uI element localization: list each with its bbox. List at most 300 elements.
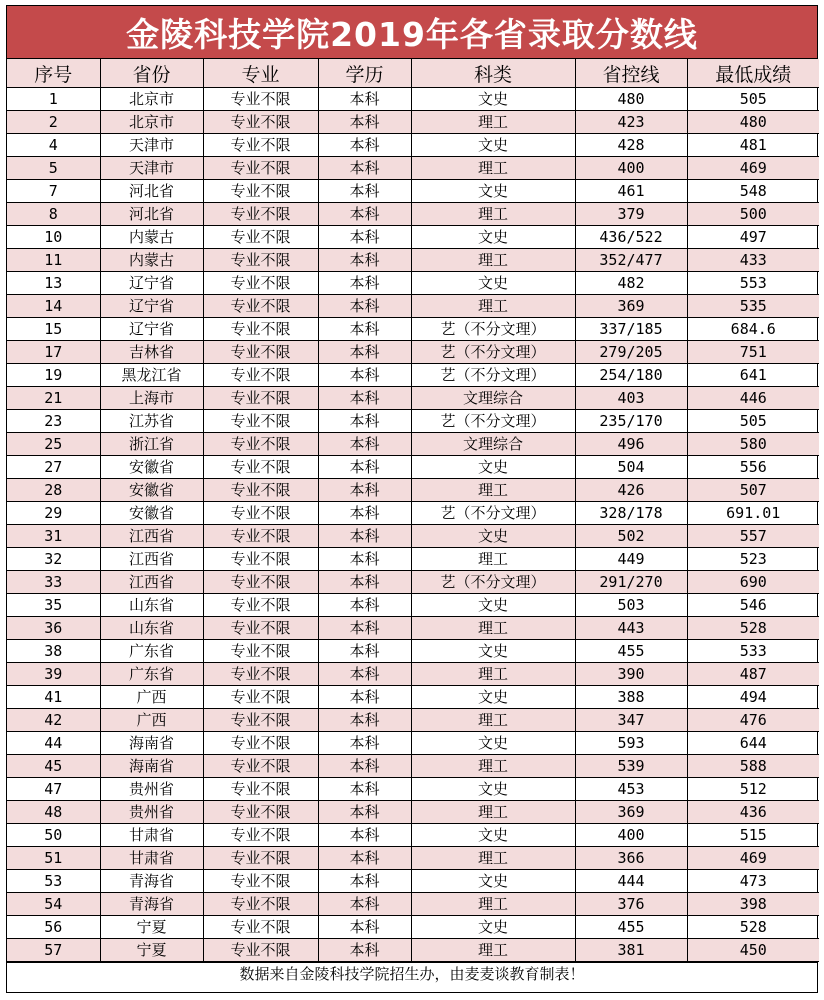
cell-index: 33 [7,571,100,594]
cell-major: 专业不限 [203,295,318,318]
cell-category: 理工 [411,847,575,870]
cell-category: 理工 [411,939,575,962]
table-row [7,203,819,226]
table-row [7,916,819,939]
cell-degree: 本科 [318,571,411,594]
cell-category: 文史 [411,525,575,548]
table-row [7,249,819,272]
cell-control-line: 352/477 [575,249,687,272]
table-row [7,939,819,962]
table-row [7,663,819,686]
cell-degree: 本科 [318,778,411,801]
table-row [7,433,819,456]
cell-category: 文史 [411,916,575,939]
cell-category: 文史 [411,88,575,111]
cell-province: 海南省 [100,755,203,778]
cell-category: 理工 [411,249,575,272]
cell-min-score: 641 [687,364,819,387]
cell-control-line: 503 [575,594,687,617]
cell-province: 甘肃省 [100,847,203,870]
score-table-sheet [6,5,818,993]
cell-province: 贵州省 [100,801,203,824]
table-row [7,180,819,203]
cell-min-score: 580 [687,433,819,456]
cell-major: 专业不限 [203,594,318,617]
cell-degree: 本科 [318,847,411,870]
cell-index: 51 [7,847,100,870]
cell-control-line: 461 [575,180,687,203]
cell-major: 专业不限 [203,916,318,939]
cell-category: 理工 [411,709,575,732]
cell-control-line: 502 [575,525,687,548]
table-row [7,456,819,479]
cell-control-line: 539 [575,755,687,778]
cell-category: 理工 [411,203,575,226]
table-row [7,134,819,157]
cell-index: 35 [7,594,100,617]
table-row [7,111,819,134]
cell-category: 文史 [411,870,575,893]
cell-min-score: 436 [687,801,819,824]
cell-index: 4 [7,134,100,157]
cell-index: 31 [7,525,100,548]
header-cell-province: 省份 [100,59,203,88]
cell-major: 专业不限 [203,226,318,249]
cell-index: 38 [7,640,100,663]
cell-category: 理工 [411,111,575,134]
cell-category: 文史 [411,594,575,617]
table-row [7,479,819,502]
cell-major: 专业不限 [203,870,318,893]
table-row [7,525,819,548]
cell-degree: 本科 [318,433,411,456]
cell-index: 32 [7,548,100,571]
table-row [7,778,819,801]
cell-major: 专业不限 [203,134,318,157]
cell-index: 57 [7,939,100,962]
cell-category: 文史 [411,134,575,157]
cell-min-score: 548 [687,180,819,203]
cell-province: 内蒙古 [100,226,203,249]
cell-degree: 本科 [318,732,411,755]
cell-major: 专业不限 [203,755,318,778]
cell-index: 45 [7,755,100,778]
cell-min-score: 533 [687,640,819,663]
cell-degree: 本科 [318,755,411,778]
cell-index: 41 [7,686,100,709]
cell-province: 广西 [100,686,203,709]
cell-index: 15 [7,318,100,341]
table-row [7,387,819,410]
cell-index: 11 [7,249,100,272]
cell-major: 专业不限 [203,249,318,272]
cell-province: 山东省 [100,617,203,640]
cell-index: 13 [7,272,100,295]
cell-index: 7 [7,180,100,203]
cell-min-score: 528 [687,617,819,640]
cell-province: 河北省 [100,203,203,226]
cell-index: 23 [7,410,100,433]
cell-control-line: 381 [575,939,687,962]
header-row [7,59,819,88]
cell-index: 10 [7,226,100,249]
cell-degree: 本科 [318,249,411,272]
table-row [7,594,819,617]
cell-province: 海南省 [100,732,203,755]
cell-control-line: 347 [575,709,687,732]
cell-index: 5 [7,157,100,180]
cell-degree: 本科 [318,617,411,640]
cell-province: 吉林省 [100,341,203,364]
cell-major: 专业不限 [203,893,318,916]
cell-degree: 本科 [318,111,411,134]
cell-province: 山东省 [100,594,203,617]
cell-min-score: 535 [687,295,819,318]
cell-degree: 本科 [318,410,411,433]
cell-province: 河北省 [100,180,203,203]
cell-province: 辽宁省 [100,318,203,341]
table-body [7,88,819,962]
table-row [7,709,819,732]
cell-category: 文理综合 [411,387,575,410]
cell-category: 理工 [411,157,575,180]
cell-min-score: 751 [687,341,819,364]
cell-major: 专业不限 [203,571,318,594]
cell-province: 甘肃省 [100,824,203,847]
cell-index: 42 [7,709,100,732]
score-table [7,59,819,962]
cell-index: 17 [7,341,100,364]
cell-control-line: 291/270 [575,571,687,594]
cell-province: 宁夏 [100,939,203,962]
cell-category: 理工 [411,479,575,502]
cell-degree: 本科 [318,341,411,364]
cell-degree: 本科 [318,157,411,180]
cell-major: 专业不限 [203,824,318,847]
cell-control-line: 390 [575,663,687,686]
cell-min-score: 588 [687,755,819,778]
cell-province: 辽宁省 [100,295,203,318]
cell-category: 文史 [411,824,575,847]
cell-min-score: 528 [687,916,819,939]
cell-province: 贵州省 [100,778,203,801]
cell-min-score: 469 [687,847,819,870]
cell-control-line: 496 [575,433,687,456]
cell-degree: 本科 [318,295,411,318]
table-row [7,732,819,755]
cell-min-score: 684.6 [687,318,819,341]
header-cell-control-line: 省控线 [575,59,687,88]
cell-province: 天津市 [100,157,203,180]
cell-index: 25 [7,433,100,456]
cell-category: 理工 [411,663,575,686]
table-row [7,341,819,364]
table-row [7,640,819,663]
cell-index: 48 [7,801,100,824]
cell-major: 专业不限 [203,939,318,962]
cell-control-line: 337/185 [575,318,687,341]
cell-control-line: 235/170 [575,410,687,433]
cell-min-score: 476 [687,709,819,732]
cell-degree: 本科 [318,272,411,295]
cell-control-line: 388 [575,686,687,709]
cell-degree: 本科 [318,134,411,157]
cell-major: 专业不限 [203,709,318,732]
table-row [7,88,819,111]
cell-control-line: 328/178 [575,502,687,525]
cell-province: 北京市 [100,111,203,134]
cell-degree: 本科 [318,548,411,571]
cell-category: 理工 [411,548,575,571]
cell-min-score: 523 [687,548,819,571]
cell-control-line: 428 [575,134,687,157]
cell-control-line: 366 [575,847,687,870]
cell-min-score: 446 [687,387,819,410]
cell-province: 安徽省 [100,456,203,479]
table-row [7,686,819,709]
cell-degree: 本科 [318,640,411,663]
cell-category: 理工 [411,295,575,318]
table-row [7,571,819,594]
table-row [7,548,819,571]
footer-note: 数据来自金陵科技学院招生办，由麦麦谈教育制表！ [7,962,817,984]
table-row [7,847,819,870]
cell-category: 理工 [411,617,575,640]
cell-major: 专业不限 [203,180,318,203]
cell-degree: 本科 [318,226,411,249]
cell-degree: 本科 [318,824,411,847]
cell-control-line: 400 [575,824,687,847]
cell-min-score: 500 [687,203,819,226]
cell-category: 文史 [411,272,575,295]
cell-province: 江西省 [100,548,203,571]
cell-degree: 本科 [318,663,411,686]
cell-category: 艺（不分文理） [411,341,575,364]
cell-control-line: 449 [575,548,687,571]
table-header [7,59,819,88]
table-row [7,801,819,824]
cell-control-line: 444 [575,870,687,893]
cell-index: 28 [7,479,100,502]
cell-min-score: 473 [687,870,819,893]
cell-control-line: 426 [575,479,687,502]
cell-major: 专业不限 [203,433,318,456]
cell-index: 54 [7,893,100,916]
cell-degree: 本科 [318,88,411,111]
cell-major: 专业不限 [203,732,318,755]
cell-index: 19 [7,364,100,387]
cell-major: 专业不限 [203,111,318,134]
header-cell-category: 科类 [411,59,575,88]
cell-major: 专业不限 [203,203,318,226]
cell-min-score: 469 [687,157,819,180]
cell-major: 专业不限 [203,801,318,824]
cell-min-score: 505 [687,410,819,433]
cell-control-line: 279/205 [575,341,687,364]
cell-index: 29 [7,502,100,525]
cell-degree: 本科 [318,686,411,709]
cell-min-score: 690 [687,571,819,594]
cell-control-line: 504 [575,456,687,479]
table-row [7,410,819,433]
cell-degree: 本科 [318,502,411,525]
cell-min-score: 494 [687,686,819,709]
table-row [7,157,819,180]
cell-category: 文理综合 [411,433,575,456]
header-cell-index: 序号 [7,59,100,88]
cell-control-line: 443 [575,617,687,640]
cell-control-line: 436/522 [575,226,687,249]
cell-major: 专业不限 [203,548,318,571]
cell-category: 文史 [411,456,575,479]
cell-min-score: 546 [687,594,819,617]
cell-min-score: 480 [687,111,819,134]
cell-province: 江西省 [100,571,203,594]
cell-province: 安徽省 [100,479,203,502]
cell-category: 文史 [411,226,575,249]
cell-major: 专业不限 [203,663,318,686]
cell-min-score: 398 [687,893,819,916]
cell-major: 专业不限 [203,410,318,433]
table-row [7,226,819,249]
cell-category: 理工 [411,801,575,824]
cell-control-line: 403 [575,387,687,410]
cell-province: 安徽省 [100,502,203,525]
cell-category: 文史 [411,778,575,801]
cell-min-score: 487 [687,663,819,686]
cell-category: 艺（不分文理） [411,318,575,341]
cell-control-line: 369 [575,801,687,824]
cell-index: 44 [7,732,100,755]
cell-major: 专业不限 [203,640,318,663]
cell-index: 27 [7,456,100,479]
cell-min-score: 450 [687,939,819,962]
cell-index: 47 [7,778,100,801]
cell-degree: 本科 [318,870,411,893]
header-cell-major: 专业 [203,59,318,88]
cell-degree: 本科 [318,525,411,548]
cell-degree: 本科 [318,939,411,962]
table-row [7,755,819,778]
cell-control-line: 400 [575,157,687,180]
cell-index: 1 [7,88,100,111]
cell-province: 天津市 [100,134,203,157]
cell-province: 广东省 [100,640,203,663]
cell-province: 上海市 [100,387,203,410]
cell-min-score: 557 [687,525,819,548]
cell-major: 专业不限 [203,341,318,364]
header-cell-degree: 学历 [318,59,411,88]
cell-degree: 本科 [318,801,411,824]
cell-min-score: 505 [687,88,819,111]
cell-province: 江西省 [100,525,203,548]
cell-major: 专业不限 [203,456,318,479]
cell-control-line: 376 [575,893,687,916]
cell-control-line: 254/180 [575,364,687,387]
cell-major: 专业不限 [203,387,318,410]
cell-category: 文史 [411,686,575,709]
cell-index: 21 [7,387,100,410]
cell-degree: 本科 [318,594,411,617]
cell-min-score: 553 [687,272,819,295]
cell-degree: 本科 [318,203,411,226]
cell-province: 广东省 [100,663,203,686]
cell-min-score: 497 [687,226,819,249]
cell-major: 专业不限 [203,778,318,801]
cell-control-line: 379 [575,203,687,226]
cell-major: 专业不限 [203,686,318,709]
cell-province: 辽宁省 [100,272,203,295]
cell-index: 53 [7,870,100,893]
cell-province: 北京市 [100,88,203,111]
cell-index: 56 [7,916,100,939]
cell-min-score: 512 [687,778,819,801]
cell-index: 39 [7,663,100,686]
cell-major: 专业不限 [203,88,318,111]
cell-index: 2 [7,111,100,134]
cell-province: 黑龙江省 [100,364,203,387]
cell-category: 艺（不分文理） [411,410,575,433]
cell-index: 8 [7,203,100,226]
cell-category: 文史 [411,640,575,663]
cell-province: 内蒙古 [100,249,203,272]
cell-control-line: 593 [575,732,687,755]
table-row [7,364,819,387]
cell-control-line: 455 [575,640,687,663]
cell-degree: 本科 [318,916,411,939]
cell-degree: 本科 [318,387,411,410]
cell-province: 浙江省 [100,433,203,456]
cell-major: 专业不限 [203,157,318,180]
cell-index: 14 [7,295,100,318]
cell-major: 专业不限 [203,502,318,525]
cell-degree: 本科 [318,479,411,502]
cell-control-line: 455 [575,916,687,939]
cell-min-score: 507 [687,479,819,502]
cell-min-score: 433 [687,249,819,272]
cell-major: 专业不限 [203,272,318,295]
table-row [7,295,819,318]
cell-degree: 本科 [318,318,411,341]
cell-index: 36 [7,617,100,640]
cell-province: 江苏省 [100,410,203,433]
cell-province: 宁夏 [100,916,203,939]
cell-major: 专业不限 [203,318,318,341]
cell-category: 艺（不分文理） [411,502,575,525]
cell-category: 艺（不分文理） [411,364,575,387]
cell-category: 理工 [411,893,575,916]
cell-control-line: 369 [575,295,687,318]
cell-min-score: 691.01 [687,502,819,525]
table-row [7,824,819,847]
cell-index: 50 [7,824,100,847]
cell-control-line: 453 [575,778,687,801]
table-row [7,870,819,893]
cell-min-score: 556 [687,456,819,479]
cell-category: 艺（不分文理） [411,571,575,594]
cell-degree: 本科 [318,180,411,203]
table-row [7,617,819,640]
cell-control-line: 482 [575,272,687,295]
table-row [7,318,819,341]
cell-province: 青海省 [100,893,203,916]
cell-min-score: 515 [687,824,819,847]
cell-province: 广西 [100,709,203,732]
cell-degree: 本科 [318,456,411,479]
cell-degree: 本科 [318,893,411,916]
cell-degree: 本科 [318,364,411,387]
cell-category: 理工 [411,755,575,778]
